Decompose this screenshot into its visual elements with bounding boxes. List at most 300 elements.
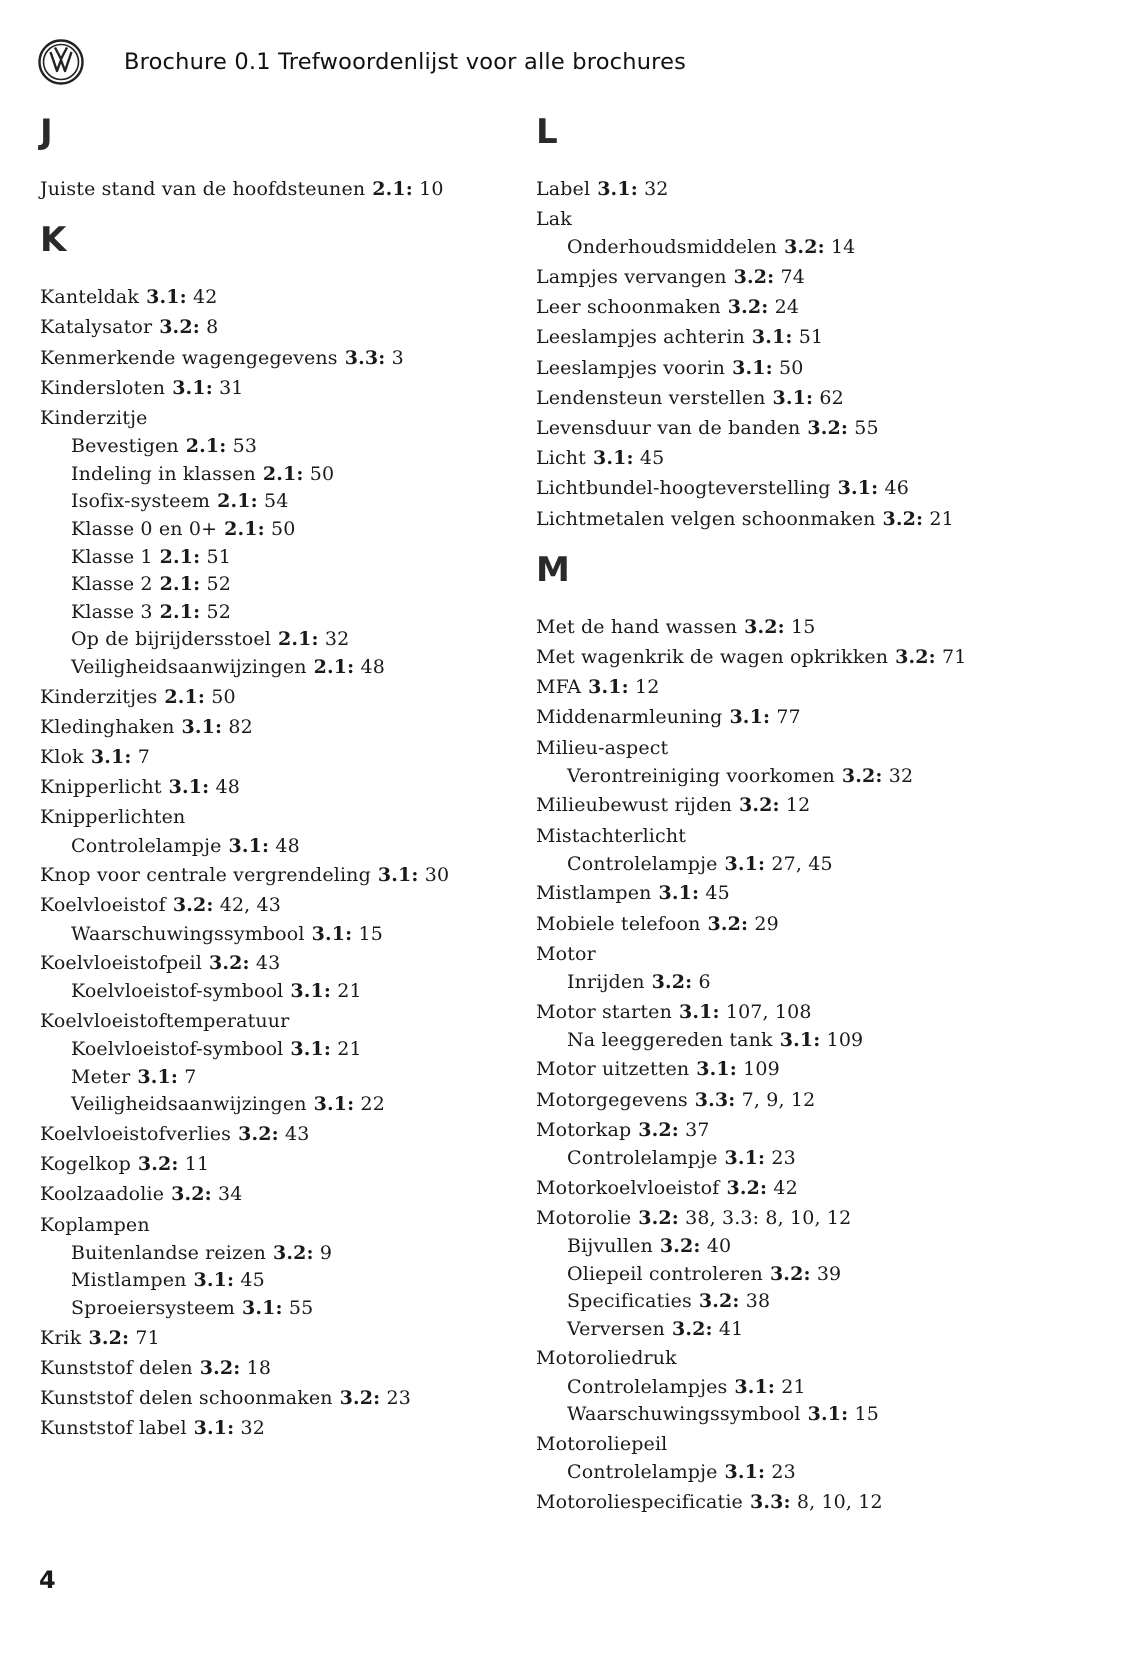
- entry-brochure: 3.2:: [784, 236, 825, 259]
- entry-term: Klasse 2: [71, 573, 153, 596]
- section-letter: K: [40, 220, 67, 261]
- index-entry: [536, 612, 1026, 642]
- entry-brochure: 3.1:: [290, 980, 332, 1003]
- entry-pages: 15: [854, 1403, 879, 1426]
- index-subentry: [40, 654, 530, 682]
- index-subentry: [40, 488, 530, 516]
- section-spacer: [40, 204, 530, 220]
- entry-pages: 43: [255, 952, 281, 975]
- entry-pages: 48: [275, 834, 300, 857]
- index-entry: [40, 860, 530, 890]
- entry-reference: [652, 971, 711, 993]
- entry-pages: 37: [685, 1118, 710, 1141]
- index-entry: [536, 473, 1026, 503]
- entry-term: Oliepeil controleren: [567, 1262, 763, 1285]
- entry-term: Leeslampjes voorin: [536, 356, 726, 379]
- index-entry: [40, 772, 530, 802]
- entry-term: Juiste stand van de hoofdsteunen: [40, 178, 366, 200]
- entry-reference: [182, 716, 253, 738]
- entry-term: Knop voor centrale vergrendeling: [40, 864, 371, 887]
- entry-term: Mistlampen: [71, 1269, 187, 1292]
- entry-reference: [378, 864, 449, 886]
- index-entry: [536, 878, 1026, 908]
- entry-pages: 53: [232, 435, 258, 458]
- entry-brochure: 3.1:: [377, 864, 419, 887]
- index-entry: [536, 504, 1026, 534]
- entry-reference: [194, 1417, 265, 1439]
- entry-brochure: 3.1:: [751, 326, 793, 349]
- entry-term: Inrijden: [567, 971, 645, 994]
- entry-reference: [752, 326, 823, 348]
- entry-brochure: 3.2:: [171, 1183, 212, 1206]
- entry-term: Isofix-systeem: [71, 490, 211, 513]
- index-subentry: [536, 234, 1026, 262]
- entry-term: Klasse 0 en 0+: [71, 518, 218, 540]
- entry-pages: 62: [819, 386, 844, 409]
- entry-brochure: 3.1:: [724, 852, 766, 875]
- entry-brochure: 3.2:: [638, 1206, 679, 1229]
- entry-pages: 45: [705, 882, 730, 905]
- entry-reference: [729, 706, 800, 728]
- index-entry: [40, 1323, 530, 1353]
- entry-reference: [696, 1058, 780, 1080]
- index-entry: [536, 322, 1026, 352]
- index-entry: [536, 702, 1026, 732]
- page-header: [38, 38, 686, 86]
- entry-term: Leer schoonmaken: [536, 296, 721, 319]
- index-subentry: [536, 851, 1026, 879]
- entry-pages: 23: [771, 1461, 796, 1484]
- index-entry: [40, 1383, 530, 1413]
- entry-term: Met de hand wassen: [536, 615, 738, 638]
- entry-reference: [895, 646, 966, 668]
- index-subentry: [40, 1240, 530, 1268]
- entry-reference: [160, 601, 231, 623]
- index-subentry: [536, 1261, 1026, 1289]
- index-entry: [536, 353, 1026, 383]
- index-entry: [536, 1487, 1026, 1517]
- entry-reference: [739, 794, 810, 816]
- entry-term: Milieu-aspect: [536, 736, 669, 759]
- index-subentry: [40, 1267, 530, 1295]
- entry-term: Na leeggereden tank: [567, 1028, 773, 1051]
- entry-brochure: 2.1:: [372, 178, 413, 200]
- index-entry: [40, 373, 530, 403]
- entry-reference: [91, 746, 150, 768]
- entry-brochure: 3.2:: [272, 1241, 314, 1264]
- entry-term: Specificaties: [567, 1290, 692, 1313]
- entry-brochure: 2.1:: [159, 573, 201, 596]
- entry-brochure: 3.1:: [734, 1375, 776, 1398]
- entry-term: Mistlampen: [536, 882, 652, 905]
- entry-reference: [780, 1029, 864, 1051]
- entry-brochure: 3.1:: [313, 1093, 355, 1116]
- entry-term: Controlelampje: [567, 1147, 718, 1170]
- entry-term: Controlelampje: [567, 852, 718, 875]
- entry-brochure: 3.2:: [88, 1326, 130, 1349]
- entry-term: Knipperlichten: [40, 806, 186, 829]
- index-subentry: [40, 433, 530, 461]
- entry-brochure: 3.1:: [837, 477, 879, 500]
- index-entry: [536, 1115, 1026, 1145]
- section-spacer: [536, 534, 1026, 550]
- entry-reference: [725, 1461, 796, 1483]
- entry-pages: 51: [798, 326, 824, 349]
- entry-term: Koelvloeistofverlies: [40, 1122, 232, 1145]
- entry-term: Bijvullen: [567, 1235, 653, 1258]
- entry-brochure: 3.2:: [172, 894, 214, 917]
- entry-brochure: 3.1:: [290, 1038, 332, 1061]
- entry-term: Kinderzitjes: [40, 685, 158, 708]
- entry-brochure: 2.1:: [224, 518, 265, 540]
- entry-pages: 50: [778, 356, 804, 379]
- entry-term: Motoroliedruk: [536, 1347, 677, 1370]
- entry-term: Koelvloeistofpeil: [40, 952, 202, 975]
- entry-term: Klasse 3: [71, 600, 153, 623]
- index-subentry: [40, 599, 530, 627]
- entry-brochure: 2.1:: [159, 600, 201, 623]
- index-entry: [40, 1149, 530, 1179]
- entry-pages: 42, 43: [219, 894, 282, 917]
- index-entry: [40, 1413, 530, 1443]
- index-entry: [40, 312, 530, 342]
- index-entry: [40, 403, 530, 433]
- index-entry: [536, 262, 1026, 292]
- entry-brochure: 3.2:: [698, 1290, 740, 1313]
- entry-term: Motoroliepeil: [536, 1432, 668, 1455]
- entry-pages: 48: [360, 655, 385, 678]
- entry-pages: 32: [644, 178, 669, 200]
- entry-reference: [314, 656, 385, 678]
- entry-reference: [744, 616, 815, 638]
- index-subentry: [40, 833, 530, 861]
- entry-reference: [209, 952, 280, 974]
- entry-brochure: 3.1:: [592, 447, 634, 470]
- entry-brochure: 3.1:: [724, 1147, 766, 1170]
- entry-brochure: 3.2:: [727, 296, 769, 319]
- entry-pages: 43: [284, 1122, 310, 1145]
- index-subentry: [40, 461, 530, 489]
- entry-brochure: 2.1:: [159, 545, 201, 568]
- entry-term: Lichtbundel-hoogteverstelling: [536, 477, 831, 500]
- vw-logo-icon: [38, 39, 84, 85]
- index-subentry: [536, 1316, 1026, 1344]
- entry-term: Motorgegevens: [536, 1088, 688, 1111]
- entry-term: Licht: [536, 447, 586, 470]
- entry-term: Controlelampje: [567, 1461, 718, 1484]
- entry-reference: [838, 477, 909, 499]
- entry-pages: 10: [419, 178, 444, 200]
- entry-term: Bevestigen: [71, 435, 179, 458]
- entry-brochure: 3.1:: [146, 286, 187, 309]
- entry-pages: 12: [785, 794, 811, 817]
- entry-reference: [725, 1147, 796, 1169]
- entry-brochure: 3.2:: [651, 971, 693, 994]
- entry-reference: [734, 266, 805, 288]
- index-entry: [40, 802, 530, 832]
- entry-term: MFA: [536, 676, 582, 699]
- entry-pages: 50: [211, 685, 236, 708]
- entry-reference: [138, 1153, 209, 1175]
- entry-pages: 71: [135, 1326, 160, 1349]
- entry-pages: 21: [929, 507, 954, 530]
- entry-reference: [312, 923, 383, 945]
- entry-reference: [172, 377, 243, 399]
- entry-reference: [842, 765, 913, 787]
- entry-pages: 15: [790, 615, 816, 638]
- index-entry: [536, 174, 1026, 204]
- entry-term: Kindersloten: [40, 376, 166, 399]
- entry-brochure: 2.1:: [313, 655, 355, 678]
- entry-reference: [171, 1183, 242, 1205]
- index-entry: [536, 1054, 1026, 1084]
- entry-reference: [658, 882, 729, 904]
- index-entry: [536, 821, 1026, 851]
- index-entry: [536, 909, 1026, 939]
- entry-term: Kogelkop: [40, 1153, 131, 1176]
- entry-pages: 15: [358, 922, 383, 945]
- entry-pages: 45: [240, 1269, 265, 1292]
- entry-pages: 32: [888, 764, 914, 787]
- entry-term: Koplampen: [40, 1213, 150, 1236]
- entry-reference: [695, 1089, 816, 1111]
- entry-term: Waarschuwingssymbool: [71, 922, 305, 945]
- entry-reference: [773, 387, 844, 409]
- entry-brochure: 2.1:: [277, 628, 319, 651]
- entry-reference: [290, 1038, 361, 1060]
- index-subentry: [536, 763, 1026, 791]
- entry-brochure: 3.2:: [339, 1386, 381, 1409]
- entry-reference: [750, 1491, 883, 1513]
- entry-term: Kunststof delen schoonmaken: [40, 1386, 333, 1409]
- index-entry: [536, 413, 1026, 443]
- index-column-right: [536, 112, 1026, 1517]
- entry-pages: 42: [773, 1176, 798, 1199]
- entry-pages: 77: [776, 706, 801, 729]
- index-entry: [536, 1085, 1026, 1115]
- entry-brochure: 3.1:: [588, 676, 629, 699]
- entry-term: Mistachterlicht: [536, 824, 687, 847]
- entry-term: Motor uitzetten: [536, 1058, 690, 1081]
- entry-reference: [200, 1357, 271, 1379]
- entry-pages: 41: [718, 1317, 744, 1340]
- index-entry: [40, 948, 530, 978]
- entry-brochure: 3.1:: [678, 1000, 720, 1023]
- entry-reference: [807, 417, 878, 439]
- entry-term: Levensduur van de banden: [536, 417, 801, 440]
- entry-term: Motorolie: [536, 1206, 632, 1229]
- entry-brochure: 2.1:: [185, 435, 227, 458]
- entry-brochure: 3.1:: [772, 386, 814, 409]
- index-entry: [40, 890, 530, 920]
- index-subentry: [536, 1233, 1026, 1261]
- entry-brochure: 3.2:: [208, 952, 250, 975]
- entry-reference: [278, 628, 349, 650]
- index-entry: [40, 682, 530, 712]
- index-entry: [536, 642, 1026, 672]
- page-number: 4: [39, 1566, 56, 1594]
- entry-reference: [290, 980, 361, 1002]
- entry-pages: 71: [942, 646, 967, 669]
- entry-brochure: 3.1:: [90, 745, 132, 768]
- entry-brochure: 3.1:: [724, 1461, 766, 1484]
- entry-pages: 9: [319, 1241, 333, 1264]
- entry-term: Verversen: [567, 1317, 665, 1340]
- entry-term: Koelvloeistof-symbool: [71, 980, 284, 1003]
- entry-term: Verontreiniging voorkomen: [567, 764, 835, 787]
- page-title: Brochure 0.1 Trefwoordenlijst voor alle brochures: [124, 49, 687, 75]
- entry-pages: 38: [745, 1290, 771, 1313]
- entry-reference: [224, 518, 295, 540]
- index-entry: [536, 204, 1026, 234]
- entry-reference: [160, 573, 231, 595]
- entry-reference: [593, 447, 664, 469]
- index-subentry: [40, 1091, 530, 1119]
- index-subentry: [536, 1401, 1026, 1429]
- index-subentry: [536, 1374, 1026, 1402]
- entry-brochure: 3.2:: [841, 764, 883, 787]
- entry-brochure: 3.2:: [739, 794, 780, 817]
- entry-brochure: 3.3:: [344, 346, 386, 369]
- entry-pages: 30: [424, 864, 450, 887]
- entry-reference: [137, 1066, 196, 1088]
- entry-term: Waarschuwingssymbool: [567, 1403, 801, 1426]
- entry-brochure: 3.1:: [696, 1058, 737, 1081]
- index-entry: [40, 1119, 530, 1149]
- entry-term: Krik: [40, 1326, 82, 1349]
- entry-reference: [672, 1318, 743, 1340]
- entry-reference: [169, 776, 240, 798]
- entry-term: Indeling in klassen: [71, 462, 256, 485]
- entry-brochure: 3.1:: [168, 776, 210, 799]
- entry-brochure: 3.1:: [658, 882, 700, 905]
- entry-brochure: 3.1:: [181, 715, 223, 738]
- index-entry: [536, 790, 1026, 820]
- entry-pages: 23: [386, 1386, 412, 1409]
- entry-pages: 109: [826, 1028, 864, 1051]
- index-subentry: [40, 516, 530, 544]
- entry-reference: [728, 296, 799, 318]
- entry-reference: [263, 463, 334, 485]
- entry-pages: 29: [754, 912, 779, 935]
- index-entry: [536, 383, 1026, 413]
- entry-pages: 11: [184, 1153, 210, 1176]
- entry-brochure: 3.1:: [172, 376, 213, 399]
- entry-pages: 14: [830, 236, 856, 259]
- entry-term: Lampjes vervangen: [536, 266, 727, 288]
- entry-term: Op de bijrijdersstoel: [71, 628, 271, 651]
- entry-pages: 51: [206, 545, 232, 568]
- entry-pages: 23: [771, 1147, 796, 1170]
- entry-reference: [725, 853, 833, 875]
- entry-term: Veiligheidsaanwijzingen: [71, 655, 307, 678]
- entry-brochure: 3.1:: [228, 834, 270, 857]
- entry-brochure: 3.1:: [241, 1296, 283, 1319]
- entry-reference: [340, 1387, 411, 1409]
- section-letter: J: [40, 112, 53, 152]
- entry-brochure: 3.1:: [779, 1028, 821, 1051]
- entry-term: Leeslampjes achterin: [536, 326, 745, 349]
- entry-term: Controlelampje: [71, 834, 222, 857]
- entry-pages: 82: [228, 715, 253, 738]
- entry-pages: 6: [698, 971, 711, 994]
- index-subentry: [40, 921, 530, 949]
- entry-pages: 38, 3.3: 8, 10, 12: [685, 1206, 852, 1229]
- entry-brochure: 3.1:: [311, 922, 353, 945]
- index-subentry: [536, 969, 1026, 997]
- entry-reference: [660, 1235, 731, 1257]
- index-entry: [40, 712, 530, 742]
- entry-term: Middenarmleuning: [536, 706, 723, 729]
- entry-brochure: 3.1:: [193, 1269, 235, 1292]
- index-entry: [536, 292, 1026, 322]
- entry-pages: 21: [337, 1038, 362, 1061]
- entry-term: Motor: [536, 942, 596, 965]
- entry-pages: 54: [263, 490, 289, 513]
- entry-reference: [638, 1119, 709, 1141]
- entry-reference: [164, 686, 235, 708]
- entry-pages: 55: [288, 1296, 314, 1319]
- index-subentry: [536, 1459, 1026, 1487]
- entry-pages: 32: [240, 1417, 266, 1440]
- entry-brochure: 3.2:: [769, 1262, 811, 1285]
- entry-term: Label: [536, 178, 591, 200]
- entry-reference: [217, 490, 288, 512]
- entry-reference: [273, 1242, 332, 1264]
- entry-reference: [160, 546, 231, 568]
- index-subentry: [40, 978, 530, 1006]
- entry-term: Lendensteun verstellen: [536, 386, 766, 409]
- index-entry: [536, 1429, 1026, 1459]
- entry-term: Lichtmetalen velgen schoonmaken: [536, 507, 876, 530]
- entry-reference: [159, 316, 218, 338]
- entry-term: Milieubewust rijden: [536, 794, 733, 817]
- entry-reference: [679, 1001, 812, 1023]
- section-letter: L: [536, 112, 558, 152]
- entry-term: Klok: [40, 745, 84, 768]
- entry-reference: [732, 357, 803, 379]
- index-entry: [536, 1203, 1026, 1233]
- entry-reference: [734, 1376, 805, 1398]
- entry-pages: 40: [706, 1235, 732, 1258]
- entry-term: Kenmerkende wagengegevens: [40, 346, 338, 369]
- index-entry: [536, 939, 1026, 969]
- entry-term: Koelvloeistoftemperatuur: [40, 1009, 290, 1032]
- entry-brochure: 3.2:: [671, 1317, 713, 1340]
- entry-pages: 34: [217, 1183, 243, 1206]
- entry-brochure: 3.2:: [733, 266, 775, 288]
- index-entry: [40, 742, 530, 772]
- entry-reference: [707, 913, 778, 935]
- entry-brochure: 3.2:: [895, 646, 936, 669]
- entry-brochure: 3.2:: [882, 507, 924, 530]
- entry-term: Lak: [536, 208, 572, 231]
- entry-brochure: 3.1:: [597, 178, 638, 200]
- index-entry: [40, 174, 530, 204]
- entry-pages: 12: [635, 676, 660, 699]
- entry-term: Veiligheidsaanwijzingen: [71, 1093, 307, 1116]
- entry-pages: 52: [206, 573, 232, 596]
- entry-reference: [88, 1327, 159, 1349]
- entry-brochure: 3.2:: [726, 1176, 768, 1199]
- entry-pages: 107, 108: [725, 1000, 812, 1023]
- entry-term: Klasse 1: [71, 545, 153, 568]
- entry-pages: 8, 10, 12: [796, 1490, 883, 1513]
- entry-brochure: 3.2:: [659, 1235, 701, 1258]
- entry-term: Buitenlandse reizen: [71, 1241, 266, 1264]
- entry-pages: 109: [743, 1058, 780, 1081]
- entry-term: Kledinghaken: [40, 715, 175, 738]
